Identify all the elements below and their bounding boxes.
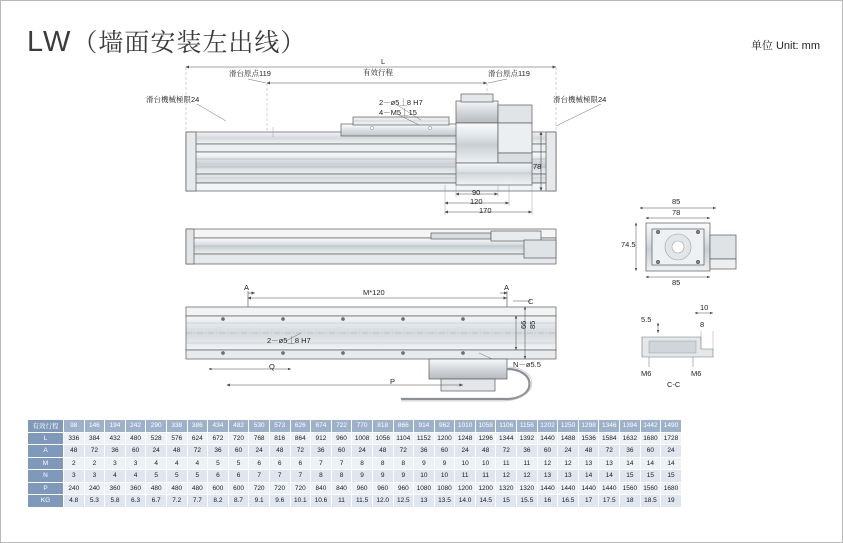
table-cell: 384 <box>84 432 105 445</box>
table-cell: 12 <box>517 470 538 483</box>
label-dim-m120: M*120 <box>363 288 385 297</box>
table-cell: 60 <box>125 445 146 458</box>
table-header-cell: 1394 <box>620 420 641 433</box>
table-cell: 13 <box>558 470 579 483</box>
table-cell: 7 <box>290 470 311 483</box>
table-cell: 72 <box>84 445 105 458</box>
table-cell: 8 <box>311 470 332 483</box>
label-mech-limit-left: 滑台機械極限24 <box>146 95 200 104</box>
table-cell: 1056 <box>372 432 393 445</box>
table-cell: 9 <box>414 457 435 470</box>
table-header-cell: 98 <box>64 420 85 433</box>
table-cell: 36 <box>105 445 126 458</box>
table-cell: 480 <box>146 482 167 495</box>
table-row-header: M <box>28 457 64 470</box>
table-cell: 19 <box>661 495 682 508</box>
table-header-cell: 573 <box>269 420 290 433</box>
table-cell: 24 <box>455 445 476 458</box>
table-cell: 480 <box>166 482 187 495</box>
table-cell: 240 <box>84 482 105 495</box>
table-header-cell: 626 <box>290 420 311 433</box>
label-dim-78: 78 <box>533 162 542 171</box>
label-hole-spec-top: 2－ø5⏊8 H7 <box>267 336 311 345</box>
table-cell: 600 <box>208 482 229 495</box>
table-cell: 15 <box>640 470 661 483</box>
table-cell: 432 <box>105 432 126 445</box>
table-cell: 6 <box>208 470 229 483</box>
table-cell: 3 <box>64 470 85 483</box>
label-side-85-bottom: 85 <box>672 278 681 287</box>
table-cell: 1080 <box>414 482 435 495</box>
table-cell: 1440 <box>558 482 579 495</box>
label-side-85-top: 85 <box>672 197 681 206</box>
table-cell: 1632 <box>620 432 641 445</box>
table-cell: 72 <box>187 445 208 458</box>
table-cell: 600 <box>228 482 249 495</box>
table-cell: 10 <box>434 470 455 483</box>
table-cell: 10 <box>414 470 435 483</box>
table-row-header: N <box>28 470 64 483</box>
table-header-cell: 1010 <box>455 420 476 433</box>
table-header-cell: 242 <box>125 420 146 433</box>
table-header-cell: 1490 <box>661 420 682 433</box>
table-cell: 14 <box>640 457 661 470</box>
table-cell: 12 <box>496 470 517 483</box>
table-cell: 1440 <box>537 432 558 445</box>
table-row <box>28 457 682 470</box>
table-cell: 1200 <box>455 482 476 495</box>
table-cell: 48 <box>269 445 290 458</box>
table-cell: 5 <box>146 470 167 483</box>
table-cell: 5 <box>187 470 208 483</box>
table-cell: 15.5 <box>517 495 538 508</box>
label-origin-right: 滑台原点119 <box>488 69 530 78</box>
table-cell: 15 <box>620 470 641 483</box>
table-cell: 1488 <box>558 432 579 445</box>
label-effective-stroke: 有效行程 <box>363 68 393 77</box>
table-header-stroke: 有效行程 <box>28 420 64 433</box>
table-cell: 2 <box>64 457 85 470</box>
table-cell: 8.2 <box>208 495 229 508</box>
table-cell: 336 <box>64 432 85 445</box>
table-header-cell: 1058 <box>475 420 496 433</box>
table-cell: 240 <box>64 482 85 495</box>
table-cell: 1440 <box>537 482 558 495</box>
table-cell: 24 <box>352 445 373 458</box>
table-cell: 960 <box>331 432 352 445</box>
label-hole-spec-front: 2－ø5⏊8 H7 <box>379 98 423 107</box>
table-cell: 18 <box>620 495 641 508</box>
table-cell: 72 <box>290 445 311 458</box>
table-cell: 16 <box>537 495 558 508</box>
label-mech-limit-right: 滑台機械極限24 <box>553 95 607 104</box>
label-detail-8: 8 <box>700 320 705 329</box>
table-cell: 5.8 <box>105 495 126 508</box>
table-cell: 8 <box>352 457 373 470</box>
table-cell: 24 <box>558 445 579 458</box>
table-cell: 720 <box>290 482 311 495</box>
title-chinese: （墙面安装左出线） <box>72 29 307 57</box>
table-cell: 17 <box>578 495 599 508</box>
table-cell: 960 <box>393 482 414 495</box>
table-row <box>28 432 682 445</box>
table-header-cell: 962 <box>434 420 455 433</box>
label-dim-Q: Q <box>269 362 275 371</box>
table-cell: 7 <box>311 457 332 470</box>
table-header-cell: 338 <box>166 420 187 433</box>
table-cell: 9.6 <box>269 495 290 508</box>
table-header-cell: 818 <box>372 420 393 433</box>
label-section-a-right: A <box>504 283 510 292</box>
label-dim-66: 66 <box>519 320 528 329</box>
table-cell: 1008 <box>352 432 373 445</box>
label-detail-m6-left: M6 <box>641 369 652 378</box>
table-header-cell: 434 <box>208 420 229 433</box>
table-header-cell: 290 <box>146 420 167 433</box>
table-cell: 1320 <box>517 482 538 495</box>
table-cell: 576 <box>166 432 187 445</box>
table-cell: 1728 <box>661 432 682 445</box>
table-header-cell: 1442 <box>640 420 661 433</box>
table-cell: 1560 <box>620 482 641 495</box>
table-cell: 6.7 <box>146 495 167 508</box>
table-cell: 16.5 <box>558 495 579 508</box>
table-cell: 13.5 <box>434 495 455 508</box>
table-header-cell: 722 <box>331 420 352 433</box>
table-cell: 480 <box>125 432 146 445</box>
table-cell: 1200 <box>434 432 455 445</box>
table-cell: 1200 <box>475 482 496 495</box>
table-cell: 1320 <box>496 482 517 495</box>
table-cell: 8 <box>393 457 414 470</box>
table-cell: 9.1 <box>249 495 270 508</box>
table-cell: 36 <box>620 445 641 458</box>
label-dim-P: P <box>390 377 396 386</box>
table-row <box>28 445 682 458</box>
label-n-holes: N－ø5.5 <box>513 360 541 369</box>
table-cell: 60 <box>228 445 249 458</box>
table-row-header: L <box>28 432 64 445</box>
table-cell: 1680 <box>661 482 682 495</box>
table-cell: 14 <box>620 457 641 470</box>
table-cell: 24 <box>249 445 270 458</box>
table-cell: 840 <box>331 482 352 495</box>
table-cell: 3 <box>125 457 146 470</box>
table-cell: 11 <box>475 470 496 483</box>
table-cell: 60 <box>537 445 558 458</box>
table-cell: 840 <box>311 482 332 495</box>
table-cell: 624 <box>187 432 208 445</box>
table-cell: 10.1 <box>290 495 311 508</box>
table-cell: 720 <box>228 432 249 445</box>
table-cell: 36 <box>208 445 229 458</box>
table-cell: 11 <box>496 457 517 470</box>
table-cell: 14.5 <box>475 495 496 508</box>
label-origin-left: 滑台原点119 <box>229 69 271 78</box>
table-cell: 60 <box>434 445 455 458</box>
table-cell: 1560 <box>640 482 661 495</box>
table-cell: 60 <box>640 445 661 458</box>
table-cell: 960 <box>372 482 393 495</box>
table-header-cell: 1202 <box>537 420 558 433</box>
table-cell: 4 <box>105 470 126 483</box>
table-cell: 672 <box>208 432 229 445</box>
table-cell: 816 <box>269 432 290 445</box>
table-row <box>28 470 682 483</box>
label-detail-5-5: 5.5 <box>641 315 652 324</box>
table-cell: 2 <box>84 457 105 470</box>
table-cell: 1152 <box>414 432 435 445</box>
table-cell: 720 <box>249 482 270 495</box>
table-cell: 8 <box>372 457 393 470</box>
table-cell: 13 <box>414 495 435 508</box>
table-cell: 4 <box>146 457 167 470</box>
table-cell: 10 <box>475 457 496 470</box>
table-header-cell: 482 <box>228 420 249 433</box>
table-cell: 4 <box>125 470 146 483</box>
table-cell: 7 <box>331 457 352 470</box>
table-header-cell: 1106 <box>496 420 517 433</box>
table-cell: 1344 <box>496 432 517 445</box>
table-cell: 5.3 <box>84 495 105 508</box>
table-cell: 960 <box>352 482 373 495</box>
table-cell: 12 <box>537 457 558 470</box>
table-cell: 1440 <box>578 482 599 495</box>
label-dim-120: 120 <box>470 197 483 206</box>
table-cell: 48 <box>475 445 496 458</box>
table-cell: 6 <box>269 457 290 470</box>
table-header-cell: 386 <box>187 420 208 433</box>
table-cell: 7 <box>269 470 290 483</box>
table-header-cell: 530 <box>249 420 270 433</box>
table-cell: 1080 <box>434 482 455 495</box>
table-cell: 768 <box>249 432 270 445</box>
table-cell: 5 <box>228 457 249 470</box>
table-cell: 48 <box>64 445 85 458</box>
table-header-cell: 146 <box>84 420 105 433</box>
spec-table <box>27 419 682 508</box>
table-cell: 11 <box>455 470 476 483</box>
table-cell: 7.2 <box>166 495 187 508</box>
table-cell: 5 <box>208 457 229 470</box>
table-cell: 9 <box>393 470 414 483</box>
table-header-cell: 1298 <box>578 420 599 433</box>
table-cell: 13 <box>537 470 558 483</box>
label-section-c: C <box>528 297 534 306</box>
table-cell: 14 <box>599 470 620 483</box>
table-row-header: A <box>28 445 64 458</box>
table-cell: 1296 <box>475 432 496 445</box>
table-cell: 1680 <box>640 432 661 445</box>
table-cell: 360 <box>105 482 126 495</box>
table-cell: 48 <box>578 445 599 458</box>
table-cell: 15 <box>661 470 682 483</box>
table-cell: 13 <box>599 457 620 470</box>
table-header-cell: 1250 <box>558 420 579 433</box>
table-cell: 72 <box>393 445 414 458</box>
table-row-header: KG <box>28 495 64 508</box>
table-cell: 1536 <box>578 432 599 445</box>
table-cell: 9 <box>352 470 373 483</box>
table-cell: 8 <box>331 470 352 483</box>
table-cell: 3 <box>105 457 126 470</box>
table-cell: 360 <box>125 482 146 495</box>
label-detail-m6-right: M6 <box>691 369 702 378</box>
table-cell: 7 <box>249 470 270 483</box>
table-cell: 7.7 <box>187 495 208 508</box>
table-cell: 12.5 <box>393 495 414 508</box>
technical-drawing <box>1 1 843 411</box>
table-header-cell: 914 <box>414 420 435 433</box>
table-cell: 480 <box>187 482 208 495</box>
table-cell: 12 <box>558 457 579 470</box>
table-cell: 912 <box>311 432 332 445</box>
label-dim-85-top: 85 <box>528 320 537 329</box>
table-header-cell: 866 <box>393 420 414 433</box>
table-cell: 36 <box>414 445 435 458</box>
table-cell: 36 <box>517 445 538 458</box>
table-cell: 14 <box>578 470 599 483</box>
table-row <box>28 495 682 508</box>
table-cell: 9 <box>372 470 393 483</box>
table-cell: 12.0 <box>372 495 393 508</box>
table-row <box>28 482 682 495</box>
label-side-78: 78 <box>672 208 681 217</box>
table-cell: 48 <box>372 445 393 458</box>
table-cell: 48 <box>166 445 187 458</box>
table-cell: 36 <box>311 445 332 458</box>
table-cell: 6 <box>249 457 270 470</box>
table-cell: 9 <box>434 457 455 470</box>
label-dim-170: 170 <box>479 206 492 215</box>
label-section-cc: C-C <box>667 380 681 389</box>
table-cell: 4.8 <box>64 495 85 508</box>
table-cell: 528 <box>146 432 167 445</box>
table-header-cell: 770 <box>352 420 373 433</box>
table-header-cell: 674 <box>311 420 332 433</box>
label-side-74-5: 74.5 <box>621 240 636 249</box>
table-cell: 14.0 <box>455 495 476 508</box>
label-dim-90: 90 <box>472 188 481 197</box>
unit-note: 单位 Unit: mm <box>750 40 820 52</box>
table-cell: 864 <box>290 432 311 445</box>
table-cell: 8.7 <box>228 495 249 508</box>
table-cell: 17.5 <box>599 495 620 508</box>
table-header-cell: 1156 <box>517 420 538 433</box>
table-cell: 6 <box>228 470 249 483</box>
table-cell: 1440 <box>599 482 620 495</box>
table-cell: 720 <box>269 482 290 495</box>
table-cell: 10.6 <box>311 495 332 508</box>
table-cell: 15 <box>496 495 517 508</box>
table-cell: 10 <box>455 457 476 470</box>
label-detail-10: 10 <box>700 303 709 312</box>
table-cell: 13 <box>578 457 599 470</box>
table-header-cell: 194 <box>105 420 126 433</box>
table-cell: 11.5 <box>352 495 373 508</box>
table-cell: 1104 <box>393 432 414 445</box>
table-row-header: P <box>28 482 64 495</box>
table-cell: 1584 <box>599 432 620 445</box>
label-dim-L: L <box>381 57 386 66</box>
table-cell: 24 <box>146 445 167 458</box>
table-cell: 14 <box>661 457 682 470</box>
table-cell: 1392 <box>517 432 538 445</box>
table-cell: 72 <box>599 445 620 458</box>
table-cell: 11 <box>331 495 352 508</box>
table-cell: 72 <box>496 445 517 458</box>
table-cell: 60 <box>331 445 352 458</box>
table-header-row <box>28 420 682 433</box>
label-section-a-left: A <box>244 283 250 292</box>
table-cell: 24 <box>661 445 682 458</box>
table-cell: 1248 <box>455 432 476 445</box>
table-cell: 6.3 <box>125 495 146 508</box>
table-cell: 3 <box>84 470 105 483</box>
table-body <box>28 432 682 507</box>
table-cell: 5 <box>166 470 187 483</box>
table-header-cell: 1346 <box>599 420 620 433</box>
table-cell: 18.5 <box>640 495 661 508</box>
table-cell: 4 <box>166 457 187 470</box>
model-code: LW <box>27 26 73 58</box>
table-cell: 6 <box>290 457 311 470</box>
label-screw-spec-front: 4－M5⏊15 <box>379 108 417 117</box>
table-cell: 4 <box>187 457 208 470</box>
table-cell: 11 <box>517 457 538 470</box>
